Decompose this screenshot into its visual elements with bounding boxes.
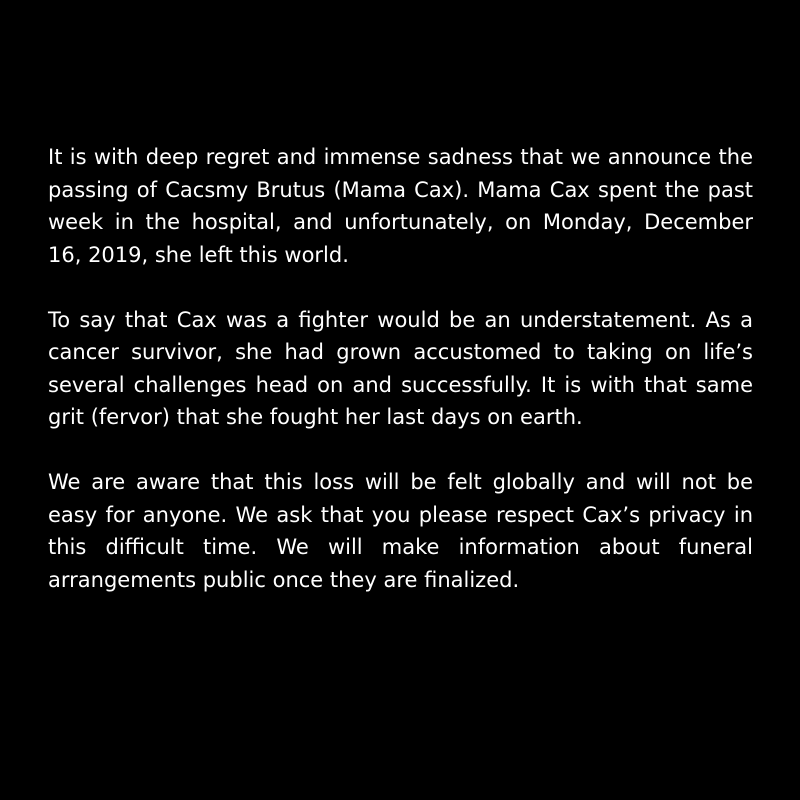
statement-paragraph-announcement: It is with deep regret and immense sadness that we announce the passing of Cacsmy Brutus (Mama Cax). Mama Cax spent the past week in the hospital, and unfortunately, on Monday, December 16, 2019, she left this world. <box>48 145 753 267</box>
statement-text-block <box>48 141 753 596</box>
statement-paragraph-fighter: To say that Cax was a fighter would be an understatement. As a cancer survivor, she had grown accustomed to taking on life’s several challenges head on and successfully. It is with that same grit (fervor) that she fought her last days on earth. <box>48 307 753 429</box>
statement-paragraph-privacy: We are aware that this loss will be felt globally and will not be easy for anyone. We ask that you please respect Cax’s privacy in this difficult time. We will make information about funeral arrangements public once they are finalized. <box>48 470 753 592</box>
